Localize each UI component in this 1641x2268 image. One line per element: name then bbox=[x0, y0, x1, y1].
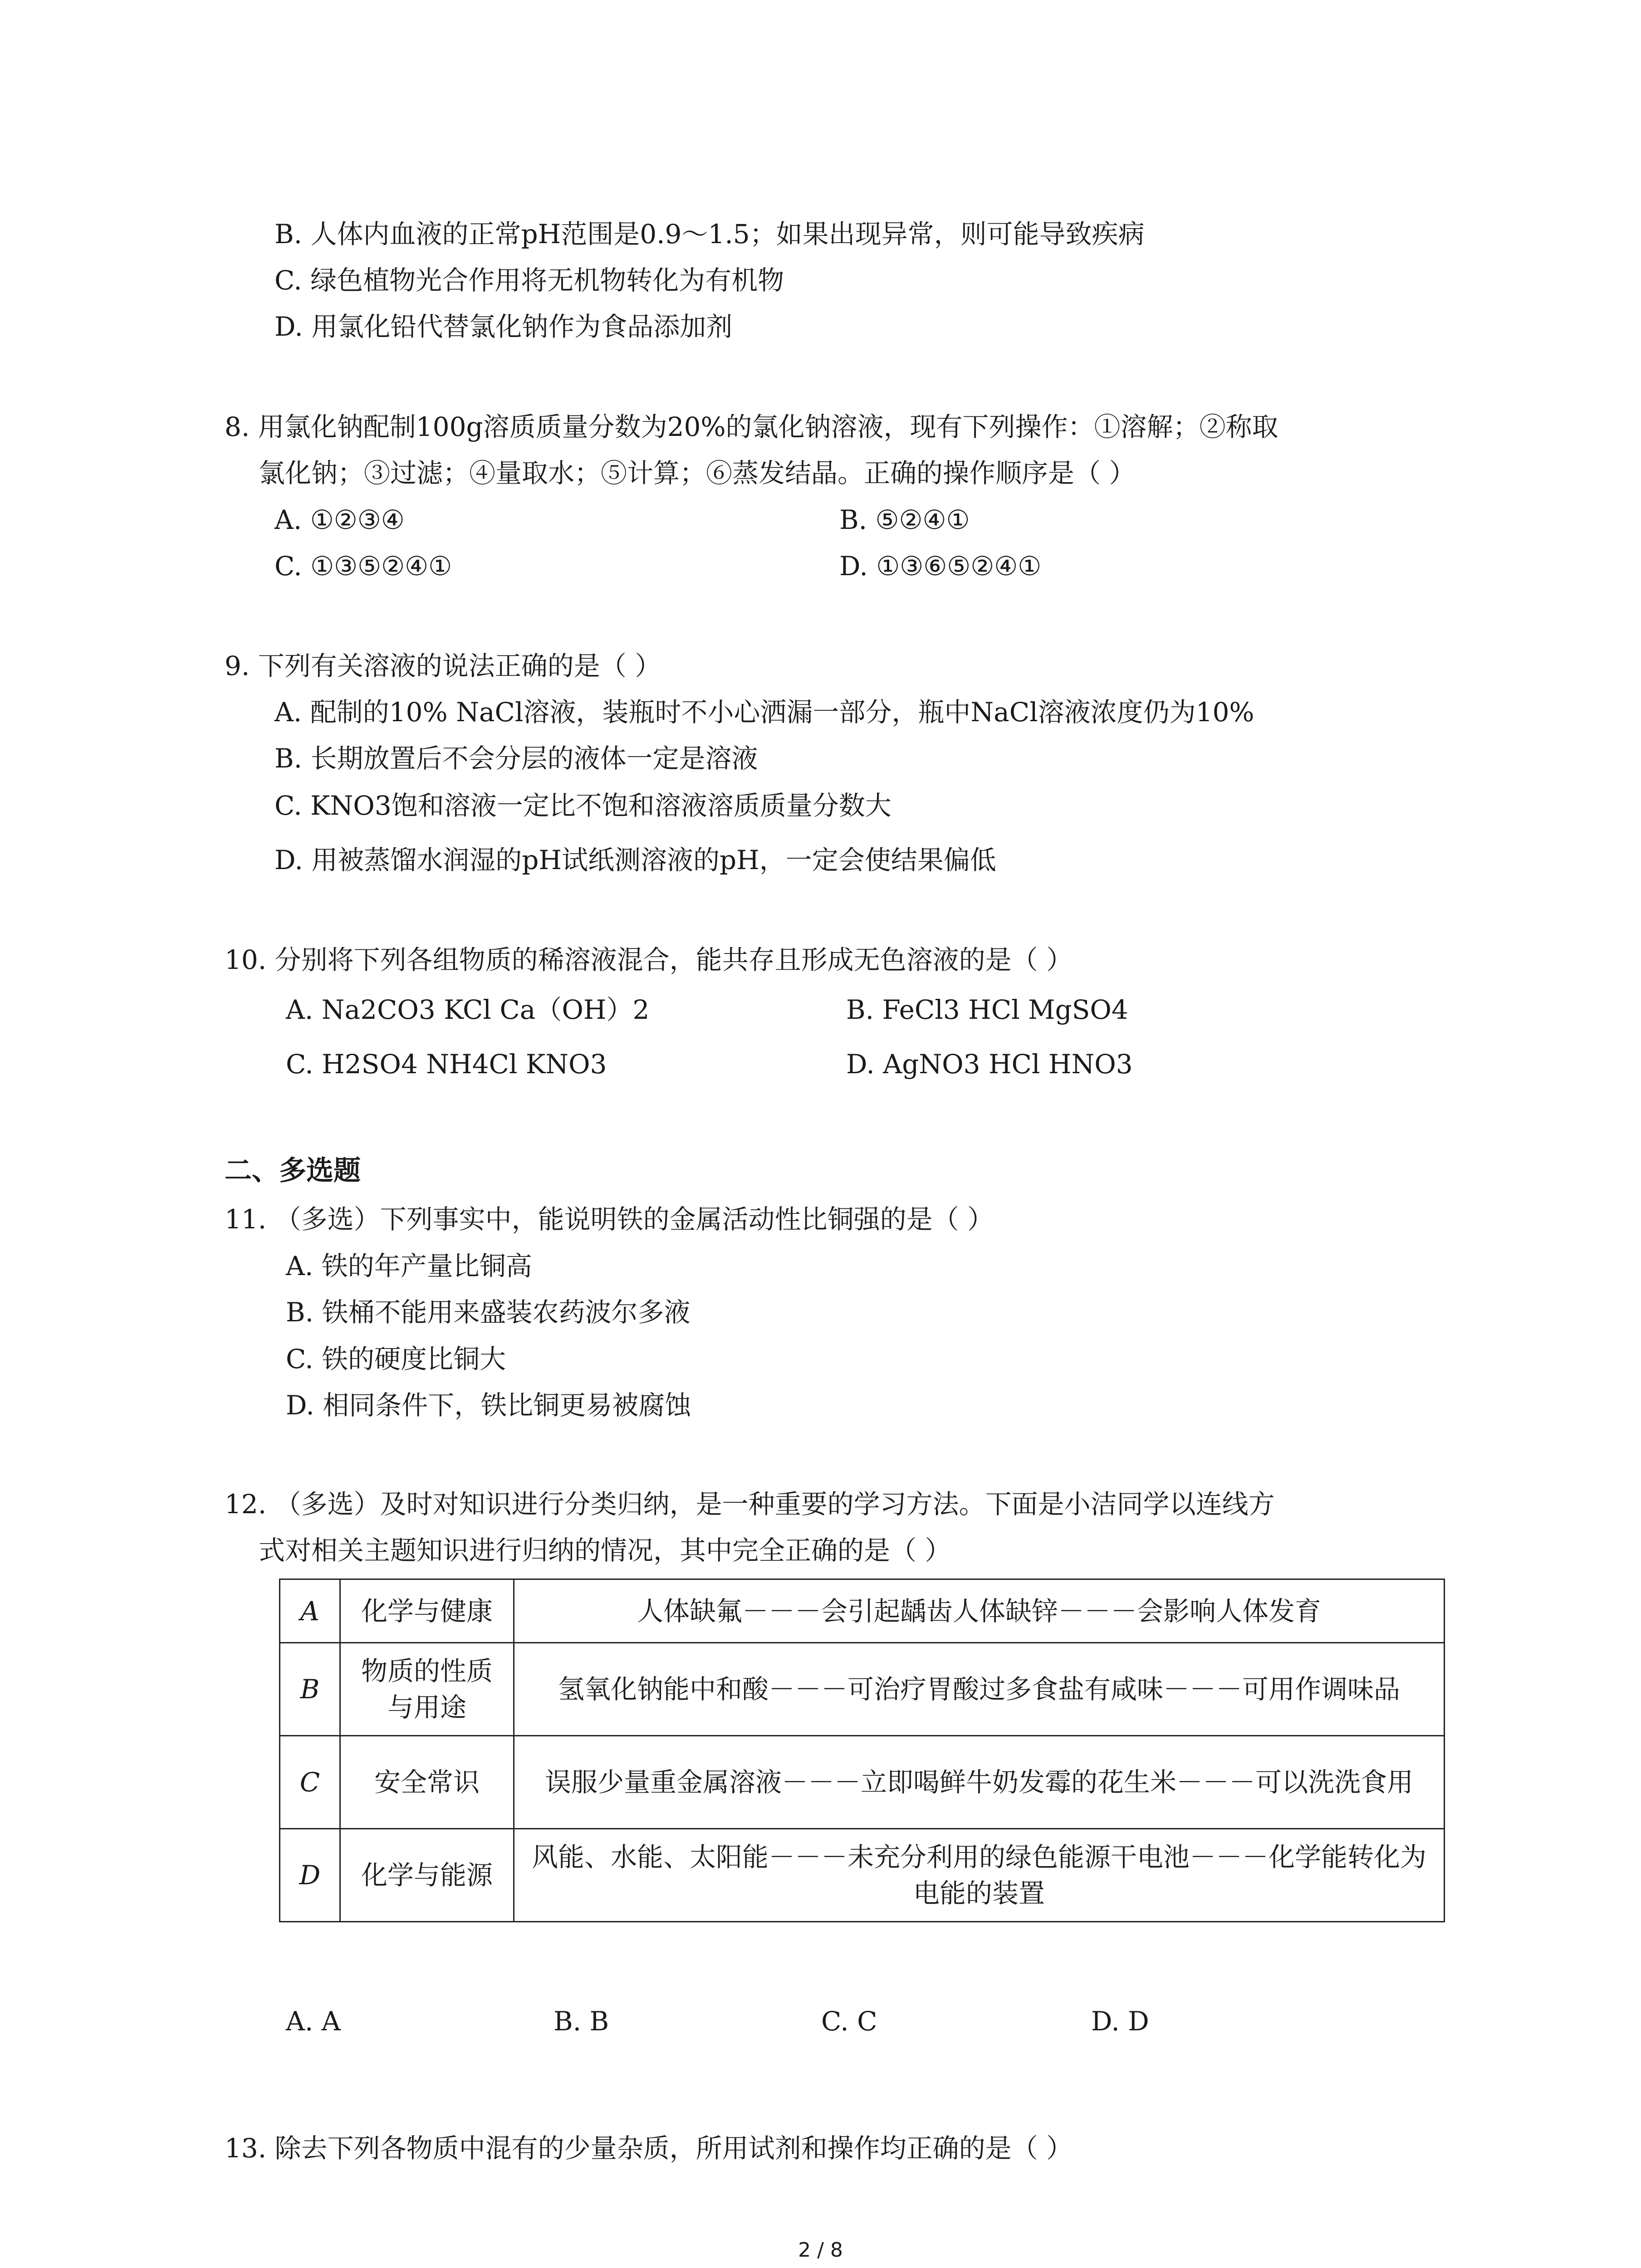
q13-stem: 13. 除去下列各物质中混有的少量杂质，所用试剂和操作均正确的是（ ） bbox=[225, 2133, 1073, 2164]
q8-option-b: B. ⑤②④① bbox=[839, 504, 970, 535]
q8-option-d: D. ①③⑥⑤②④① bbox=[839, 551, 1042, 582]
q11-option-a: A. 铁的年产量比铜高 bbox=[286, 1251, 532, 1281]
q12-knowledge-table bbox=[279, 1579, 1445, 1922]
q12-option-b: B. B bbox=[554, 2006, 609, 2037]
q11-option-c: C. 铁的硬度比铜大 bbox=[286, 1344, 506, 1374]
q10-option-d: D. AgNO3 HCl HNO3 bbox=[846, 1049, 1133, 1080]
q12-option-d: D. D bbox=[1091, 2006, 1149, 2037]
row-content: 风能、水能、太阳能－－－未充分利用的绿色能源干电池－－－化学能转化为电能的装置 bbox=[514, 1829, 1445, 1922]
q10-stem: 10. 分别将下列各组物质的稀溶液混合，能共存且形成无色溶液的是（ ） bbox=[225, 944, 1073, 975]
table-row bbox=[280, 1829, 1445, 1922]
row-topic: 安全常识 bbox=[340, 1736, 514, 1829]
table-row bbox=[280, 1579, 1445, 1643]
row-key: B bbox=[280, 1643, 340, 1736]
q12-option-a: A. A bbox=[286, 2006, 341, 2037]
q11-stem: 11. （多选）下列事实中，能说明铁的金属活动性比铜强的是（ ） bbox=[225, 1204, 994, 1235]
q11-option-b: B. 铁桶不能用来盛装农药波尔多液 bbox=[286, 1297, 691, 1328]
q12-stem-line2: 式对相关主题知识进行归纳的情况，其中完全正确的是（ ） bbox=[259, 1535, 951, 1566]
q9-option-a: A. 配制的10% NaCl溶液，装瓶时不小心洒漏一部分，瓶中NaCl溶液浓度仍为10% bbox=[274, 697, 1254, 728]
q10-option-b: B. FeCl3 HCl MgSO4 bbox=[846, 994, 1128, 1025]
q11-option-d: D. 相同条件下，铁比铜更易被腐蚀 bbox=[286, 1390, 691, 1421]
q10-option-c: C. H2SO4 NH4Cl KNO3 bbox=[286, 1049, 607, 1080]
q7-option-b: B. 人体内血液的正常pH范围是0.9～1.5；如果出现异常，则可能导致疾病 bbox=[274, 219, 1145, 249]
row-key: C bbox=[280, 1736, 340, 1829]
q8-stem-line2: 氯化钠；③过滤；④量取水；⑤计算；⑥蒸发结晶。正确的操作顺序是（ ） bbox=[259, 458, 1136, 489]
row-key: A bbox=[280, 1579, 340, 1643]
row-topic: 物质的性质与用途 bbox=[340, 1643, 514, 1736]
q8-option-c: C. ①③⑤②④① bbox=[274, 551, 452, 582]
q9-option-b: B. 长期放置后不会分层的液体一定是溶液 bbox=[274, 743, 758, 774]
q8-option-a: A. ①②③④ bbox=[274, 504, 405, 535]
q7-option-d: D. 用氯化铅代替氯化钠作为食品添加剂 bbox=[274, 311, 733, 342]
q9-stem: 9. 下列有关溶液的说法正确的是（ ） bbox=[225, 650, 661, 681]
row-content: 误服少量重金属溶液－－－立即喝鲜牛奶发霉的花生米－－－可以洗洗食用 bbox=[514, 1736, 1445, 1829]
section-heading-multiple-choice: 二、多选题 bbox=[225, 1155, 361, 1187]
row-content: 人体缺氟－－－会引起龋齿人体缺锌－－－会影响人体发育 bbox=[514, 1579, 1445, 1643]
q10-option-a: A. Na2CO3 KCl Ca（OH）2 bbox=[286, 994, 650, 1025]
q9-option-c: C. KNO3饱和溶液一定比不饱和溶液溶质质量分数大 bbox=[274, 790, 892, 821]
row-content: 氢氧化钠能中和酸－－－可治疗胃酸过多食盐有咸味－－－可用作调味品 bbox=[514, 1643, 1445, 1736]
page-number: 2 / 8 bbox=[798, 2239, 843, 2262]
table-row bbox=[280, 1736, 1445, 1829]
row-topic: 化学与健康 bbox=[340, 1579, 514, 1643]
table-row bbox=[280, 1643, 1445, 1736]
row-key: D bbox=[280, 1829, 340, 1922]
row-topic: 化学与能源 bbox=[340, 1829, 514, 1922]
q7-option-c: C. 绿色植物光合作用将无机物转化为有机物 bbox=[274, 265, 784, 296]
q9-option-d: D. 用被蒸馏水润湿的pH试纸测溶液的pH，一定会使结果偏低 bbox=[274, 845, 996, 875]
q12-stem-line1: 12. （多选）及时对知识进行分类归纳，是一种重要的学习方法。下面是小洁同学以连线方 bbox=[225, 1489, 1275, 1520]
q12-option-c: C. C bbox=[821, 2006, 877, 2037]
q8-stem-line1: 8. 用氯化钠配制100g溶质质量分数为20%的氯化钠溶液，现有下列操作：①溶解；②称取 bbox=[225, 411, 1279, 442]
